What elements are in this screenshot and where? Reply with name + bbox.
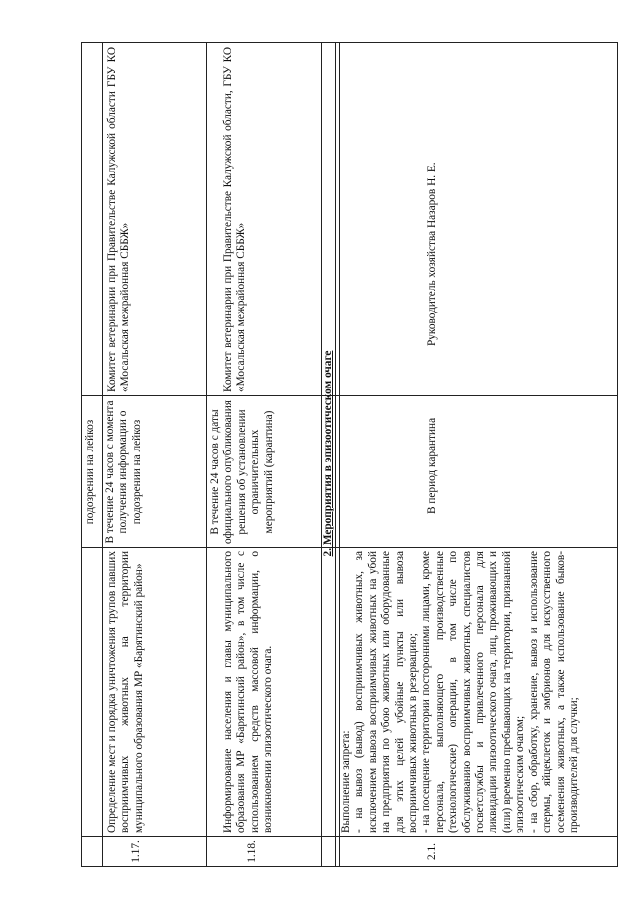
term-text: В течение 24 часов с даты официального опубликования решения об установлении ограничительных мероприятий (карантина) bbox=[209, 400, 275, 544]
row-number: 1.17. bbox=[130, 840, 142, 863]
column-divider bbox=[82, 547, 617, 548]
responsible-text: Комитет ветеринарии при Правительстве Калужской области, ГБУ КО «Мосальская межрайонная СББЖ» bbox=[222, 47, 248, 392]
row-number: 1.18. bbox=[246, 840, 258, 863]
row-number: 2.1. bbox=[426, 843, 438, 860]
measure-line: - на вывоз (вывод) восприимчивых животных, за исключением вывоза восприимчивых животных на убой на предприятия по убою животных или оборудованные для этих целей убойные пункты или вывоза восприимчивых животных в резервацию; bbox=[353, 551, 420, 833]
column-divider bbox=[82, 836, 617, 837]
responsible-text: Руководитель хозяйства Назаров Н. Е. bbox=[426, 162, 438, 346]
measure-line: Выполнение запрета: bbox=[340, 730, 352, 833]
measure-line: - на сбор, обработку, хранение, вывоз и использование спермы, яйцеклеток и эмбрионов для искусственного осеменения животных, а также использование быков-производителей для случки; bbox=[527, 551, 580, 833]
row-divider bbox=[102, 43, 103, 866]
row-divider bbox=[206, 43, 207, 866]
section-title: 2. Мероприятия в эпизоотическом очаге bbox=[322, 350, 334, 557]
measure-text bbox=[340, 551, 618, 833]
term-header-continuation: подозрении на лейкоз bbox=[84, 419, 96, 525]
term-text: В течение 24 часов с момента получения информации о подозрении на лейкоз bbox=[104, 400, 143, 544]
column-divider bbox=[82, 395, 617, 396]
term-text: В период карантина bbox=[426, 417, 438, 514]
measure-text: Определение мест и порядка уничтожения трупов павших восприимчивых животных на территории муниципального образования МР «Барятинский район» bbox=[106, 551, 145, 833]
measure-text: Информирование населения и главы муниципального образования МР «Барятинский район», в том числе с использованием средств массовой информации, о возникновении эпизоотического очага. bbox=[222, 551, 275, 833]
measures-table bbox=[81, 42, 618, 867]
responsible-text: Комитет ветеринарии при Правительстве Калужской области ГБУ КО «Мосальская межрайонная СББЖ» bbox=[106, 47, 132, 392]
measure-line: - на посещение территории посторонними лицами, кроме персонала, выполняющего производственные (технологические) операции, в том числе по обслуживанию восприимчивых животных, специалистов госветслужбы и привлеченного персонала для ликвидации эпизоотического очага, лиц, проживающих и (или) временно пребывающих на территории, признанной эпизоотическим очагом; bbox=[420, 551, 527, 833]
